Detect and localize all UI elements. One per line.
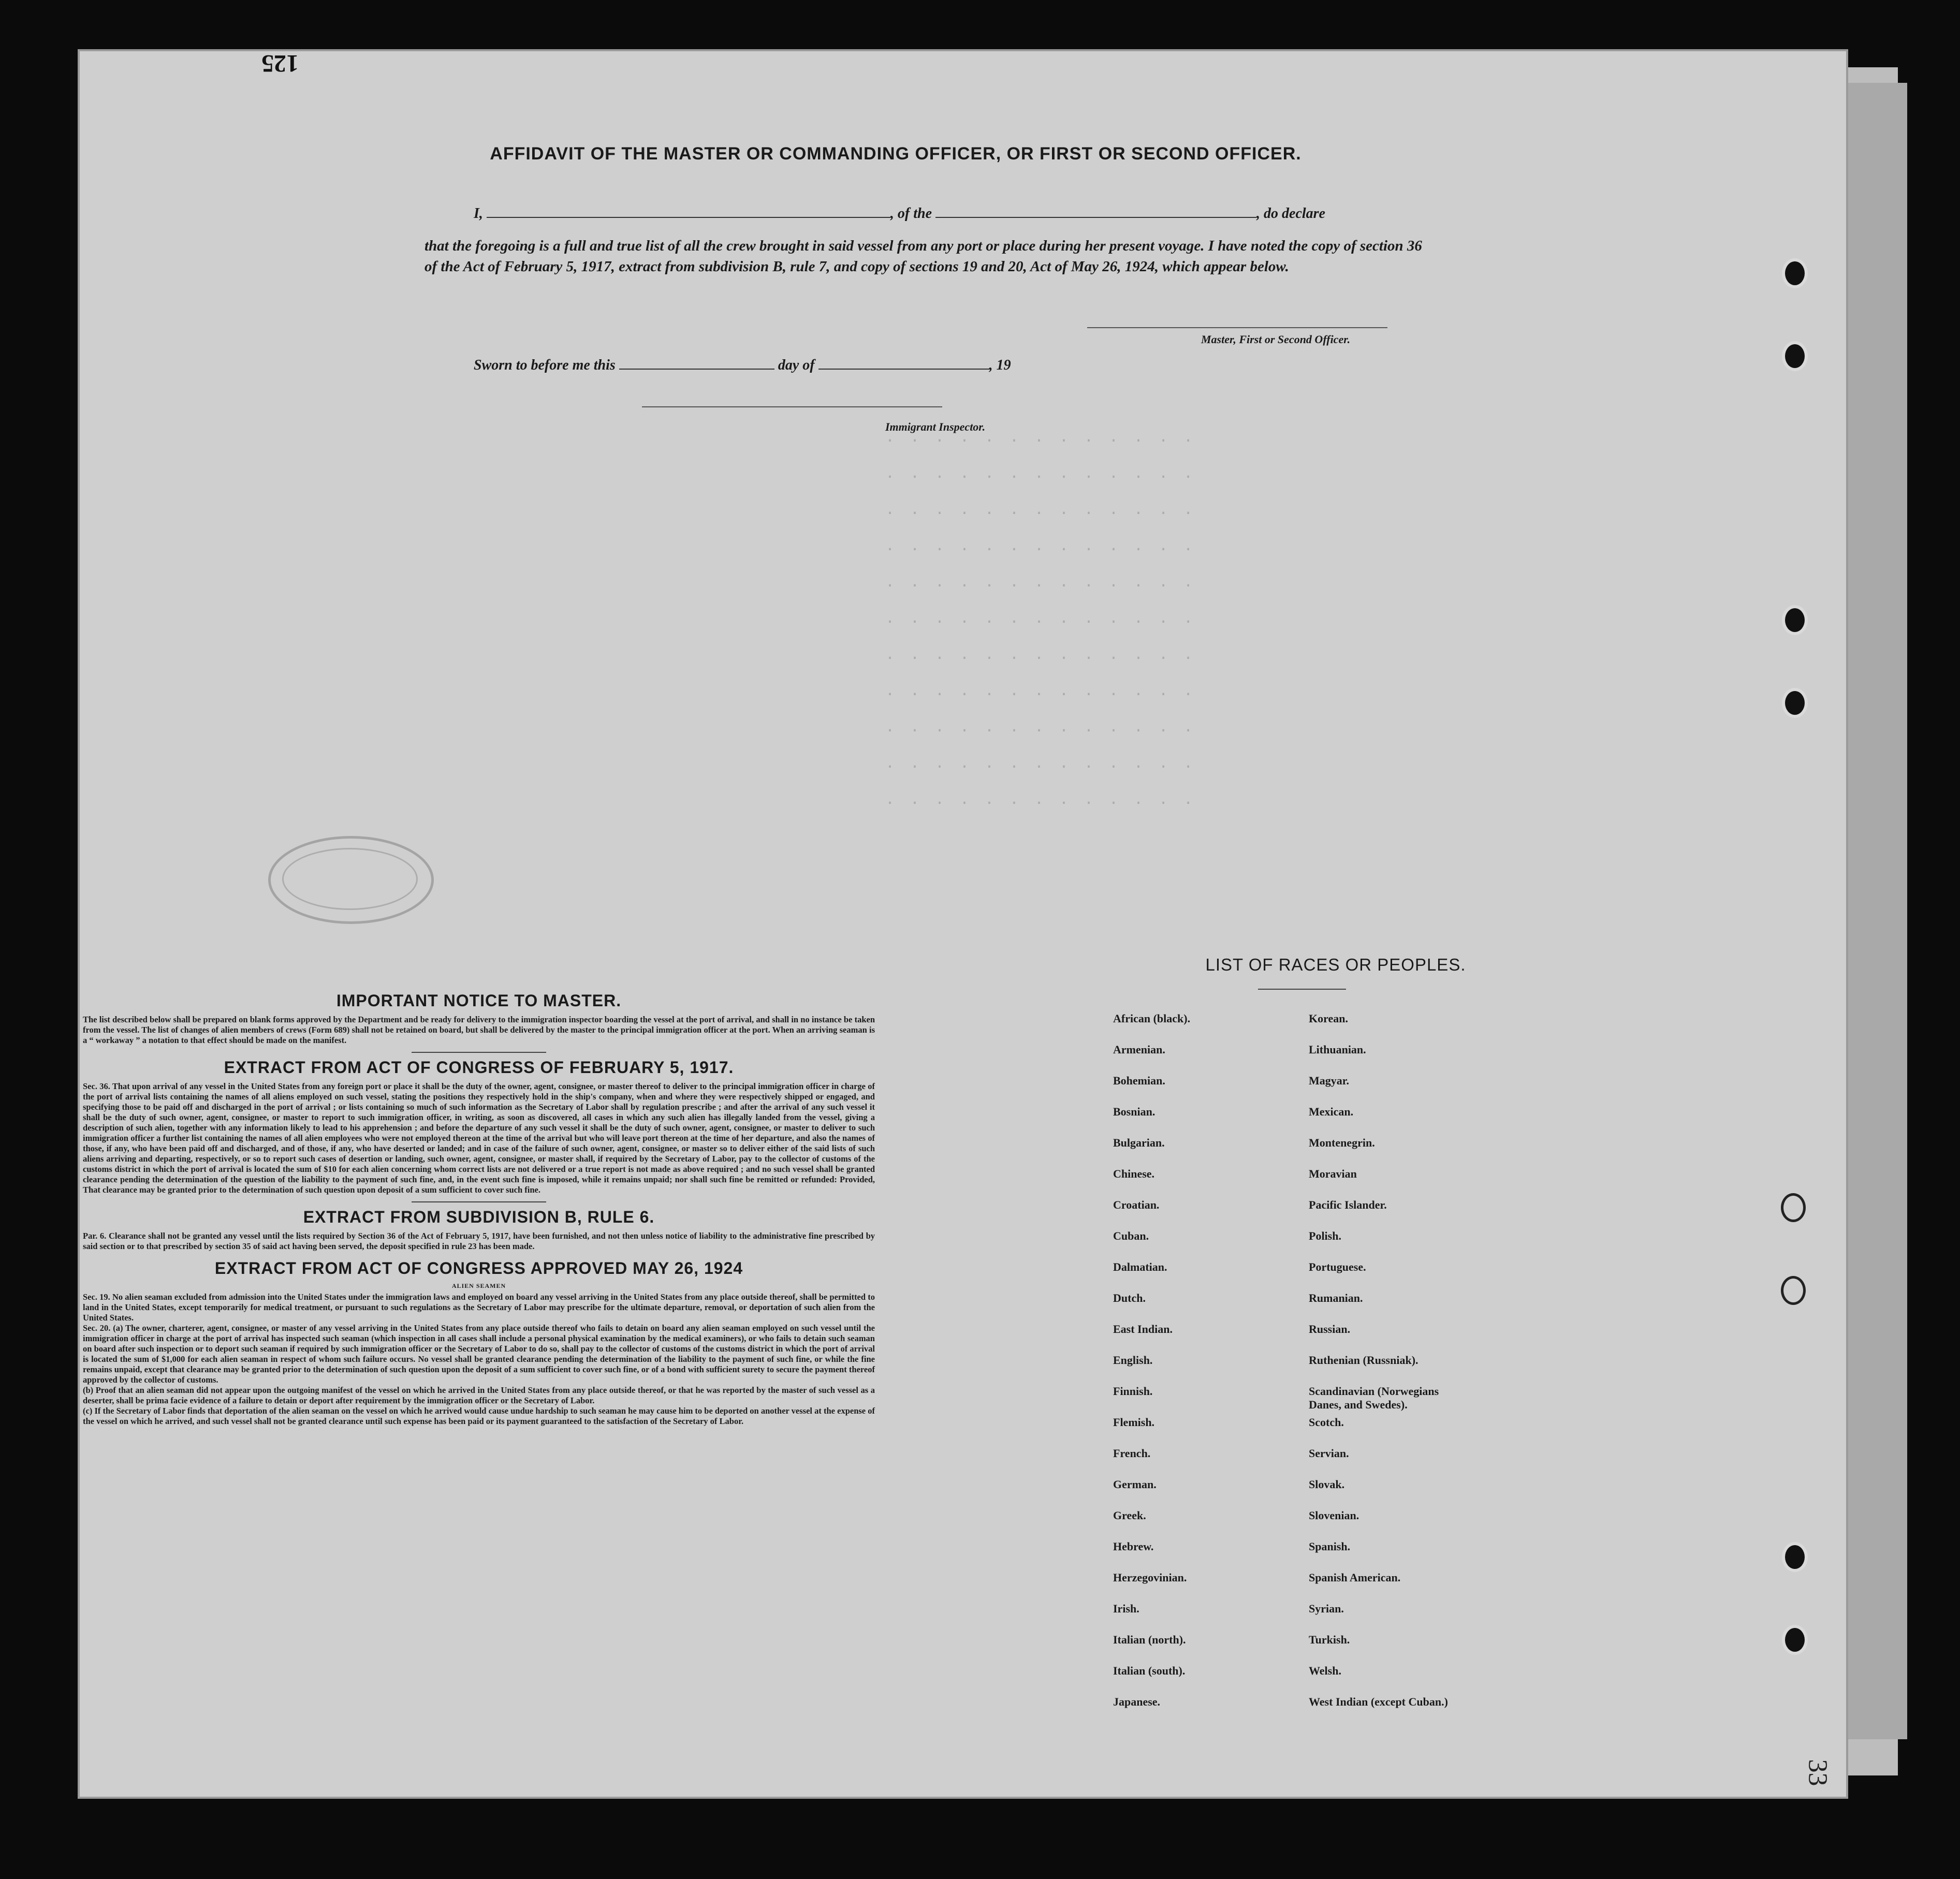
underlying-sheet-edge [1843,83,1907,1739]
sworn-month-blank[interactable] [818,356,989,370]
race-item: Croatian. [1113,1198,1160,1211]
divider [412,1201,546,1202]
page-number: 125 [261,50,299,77]
master-label: Master, First or Second Officer. [1201,333,1351,346]
race-item: Cuban. [1113,1229,1149,1242]
race-item: Bosnian. [1113,1105,1155,1118]
name-blank[interactable] [487,204,890,218]
race-item: West Indian (except Cuban.) [1309,1695,1448,1708]
bleed-through-row: · · · · · · · · · · · · · [885,613,1196,631]
race-item: Portuguese. [1309,1260,1366,1273]
divider [412,1052,546,1053]
bleed-through-row: · · · · · · · · · · · · · [885,505,1196,522]
notice-heading: IMPORTANT NOTICE TO MASTER. [336,991,622,1010]
bleed-through-row: · · · · · · · · · · · · · [885,577,1196,595]
inspector-label: Immigrant Inspector. [885,420,986,433]
race-item: Italian (south). [1113,1664,1186,1677]
vessel-blank[interactable] [935,204,1256,218]
race-item: Magyar. [1309,1074,1350,1087]
punch-hole [1785,608,1805,632]
race-item: English. [1113,1354,1153,1367]
affidavit-line-i [474,204,1325,222]
race-item: Dutch. [1113,1291,1146,1304]
race-item: Herzegovinian. [1113,1571,1187,1584]
races-title: LIST OF RACES OR PEOPLES. [1205,955,1466,974]
race-item: Dalmatian. [1113,1260,1167,1273]
race-item: Flemish. [1113,1416,1155,1429]
office-stamp [268,836,434,924]
bleed-through-row: · · · · · · · · · · · · · [885,468,1196,486]
race-item: Finnish. [1113,1385,1153,1398]
divider [1258,989,1346,990]
extract-1924-subheading: ALIEN SEAMEN [451,1282,506,1289]
affidavit-i: I, [474,205,483,222]
race-item: French. [1113,1447,1151,1460]
races-left-column [1113,1012,1330,1726]
punch-hole [1781,1193,1806,1222]
race-item: Greek. [1113,1509,1146,1522]
master-signature-line[interactable] [1087,327,1387,328]
affidavit-of-the: , of the [890,205,932,222]
rule6-heading: EXTRACT FROM SUBDIVISION B, RULE 6. [303,1208,655,1226]
affidavit-body: that the foregoing is a full and true list of all the crew brought in said vessel from any port or place during her present voyage. I have noted the copy of section 36 of the Act of February 5, 1917, extract from subdivision B, rule 7, and copy of sections 19 and 20, Act of May 26, 1924, which appear below. [425,238,1422,275]
race-item: Japanese. [1113,1695,1161,1708]
punch-hole [1785,1545,1805,1569]
sworn-year: , 19 [989,357,1011,373]
race-item: Hebrew. [1113,1540,1154,1553]
races-right-column [1309,1012,1526,1726]
race-item: Welsh. [1309,1664,1341,1677]
affidavit-declare: , do declare [1256,205,1325,222]
bleed-through-row: · · · · · · · · · · · · · [885,722,1196,740]
race-item: Mexican. [1309,1105,1354,1118]
race-item: Russian. [1309,1323,1351,1335]
notices-column [83,991,875,1427]
punch-hole [1785,1628,1805,1652]
race-item: Italian (north). [1113,1633,1186,1646]
sec20a-text: Sec. 20. (a) The owner, charterer, agent, consignee, or master of any vessel arriving in the United States from any place outside thereof who fails to detain on board any alien seaman employed on such vessel until the immigration officer in charge at the port of arrival has inspected such seaman (which inspection in all cases shall include a personal physical examination by the medical examiners), or who fails to detain such seaman on board after such inspection or to deport such seaman if required by such immigration officer or the Secretary of Labor to do so, shall pay to the collector of customs of the customs district in which the port of arrival is located the sum of $1,000 for each alien seaman in respect of whom such failure occurs. No vessel shall be granted clearance pending the determination of the liability to the payment of such fine, or while the fine remains unpaid, except that clearance may be granted prior to the determination of such question upon the deposit of a sum sufficient to cover such fine, or of a bond with sufficient surety to secure the payment thereof approved by the collector of customs. [83,1323,875,1385]
race-item: Spanish American. [1309,1571,1401,1584]
race-item: Irish. [1113,1602,1139,1615]
race-item: Slovenian. [1309,1509,1359,1522]
race-item: Slovak. [1309,1478,1345,1491]
sworn-prefix: Sworn to before me this [474,357,616,373]
sworn-day-blank[interactable] [619,356,774,370]
bleed-through-row: · · · · · · · · · · · · · [885,650,1196,667]
sec20b-text: (b) Proof that an alien seaman did not appear upon the outgoing manifest of the vessel on which he arrived in the United States from any place outside thereof, or that he was reported by the master of such vessel as a deserter, shall be prima facie evidence of a failure to detain or deport after requirement by the immigration officer or the Secretary of Labor. [83,1385,875,1405]
race-item: Spanish. [1309,1540,1351,1553]
notice-text: The list described below shall be prepared on blank forms approved by the Department and be ready for delivery to the immigration inspector boarding the vessel at the port of arrival, and shall in no instance be taken from the vessel. The list of changes of alien members of crews (Form 689) shall not be retained on board, but shall be delivered by the master to the principal immigration officer at the port. When an arriving seaman is a “ workaway ” a notation to that effect should be made on the manifest. [83,1015,875,1045]
bleed-through-row: · · · · · · · · · · · · · [885,795,1196,812]
race-item: Ruthenian (Russniak). [1309,1354,1418,1367]
bleed-through-row: · · · · · · · · · · · · · [885,541,1196,559]
race-item: Polish. [1309,1229,1341,1242]
race-item: East Indian. [1113,1323,1173,1335]
affidavit-title: AFFIDAVIT OF THE MASTER OR COMMANDING OFFICER, OR FIRST OR SECOND OFFICER. [490,144,1301,164]
race-item: Scandinavian (Norwegians Danes, and Swedes). [1309,1385,1439,1411]
bleed-through-row: · · · · · · · · · · · · · [885,758,1196,776]
race-item: Moravian [1309,1167,1357,1180]
sworn-day-of: day of [778,357,815,373]
punch-hole [1781,1276,1806,1305]
race-item: Rumanian. [1309,1291,1363,1304]
extract-1917-heading: EXTRACT FROM ACT OF CONGRESS OF FEBRUARY 5, 1917. [224,1058,734,1077]
punch-hole [1785,344,1805,368]
sworn-line [474,356,1011,374]
inspector-signature-line[interactable] [642,406,942,407]
race-item: Lithuanian. [1309,1043,1366,1056]
rule6-text: Par. 6. Clearance shall not be granted any vessel until the lists required by Section 36 of the Act of February 5, 1917, have been furnished, and not then unless notice of liability to the administrative fine prescribed by said section or to that prescribed by section 35 of said act having been served, the deposit specified in rule 23 has been made. [83,1231,875,1251]
sec19-text: Sec. 19. No alien seaman excluded from admission into the United States under the immigration laws and employed on board any vessel arriving in the United States from any place outside thereof, shall be permitted to land in the United States, except temporarily for medical treatment, or pursuant to such regulations as the Secretary of Labor may prescribe for the ultimate departure, removal, or deportation of such alien from the United States. [83,1292,875,1323]
race-item: German. [1113,1478,1157,1491]
race-item: Turkish. [1309,1633,1350,1646]
race-item: Servian. [1309,1447,1349,1460]
bleed-through-row: · · · · · · · · · · · · · [885,686,1196,703]
race-item: Montenegrin. [1309,1136,1375,1149]
handwritten-margin-note: 33 [1803,1759,1833,1786]
punch-hole [1785,691,1805,715]
race-item: Armenian. [1113,1043,1165,1056]
bleed-through-row: · · · · · · · · · · · · · [885,432,1196,450]
sec20c-text: (c) If the Secretary of Labor finds that deportation of the alien seaman on the vessel on which he arrived would cause undue hardship to such seaman he may cause him to be deported on another vessel at the expense of the vessel on which he arrived, and such vessel shall not be granted clearance until such expense has been paid or its payment guaranteed to the satisfaction of the Secretary of Labor. [83,1406,875,1426]
race-item: Pacific Islander. [1309,1198,1387,1211]
race-item: African (black). [1113,1012,1191,1025]
extract-1924-heading: EXTRACT FROM ACT OF CONGRESS APPROVED MAY 26, 1924 [214,1259,743,1278]
race-item: Bulgarian. [1113,1136,1165,1149]
punch-hole [1785,261,1805,285]
race-item: Syrian. [1309,1602,1344,1615]
race-item: Korean. [1309,1012,1348,1025]
race-item: Bohemian. [1113,1074,1165,1087]
race-item: Chinese. [1113,1167,1155,1180]
manifest-page [78,49,1848,1799]
extract-1917-text: Sec. 36. That upon arrival of any vessel in the United States from any foreign port or place it shall be the duty of the owner, agent, consignee, or master thereof to deliver to the principal immigration officer in charge of the port of arrival lists containing the names of all aliens employed on such vessel, stating the positions they respectively hold in the ship's company, when and where they were respectively shipped or engaged, and specifying those to be paid off and discharged in the port of arrival ; or lists containing so much of such information as the Secretary of Labor shall by regulation prescribe ; and after the arrival of any such vessel it shall be the duty of such owner, agent, consignee, or master to report to such immigration officer, in writing, as soon as discovered, all cases in which any such alien has illegally landed from the vessel, giving a description of such alien, together with any information likely to lead to his apprehension ; and before the departure of any such vessel it shall be the duty of such owner, agent, consignee, or master to deliver to such immigration officer a further list containing the names of all alien employees who were not employed thereon at the time of the arrival but who will leave port thereon at the time of her departure, and also the names of those, if any, who have been paid off and discharged, and of those, if any, who have deserted or landed; and in case of the failure of such owner, agent, consignee, or master so to deliver either of the said lists of such aliens arriving and departing, respectively, or so to report such cases of desertion or landing, such owner, agent, consignee, or master shall, if required by the Secretary of Labor, pay to the collector of customs of the customs district in which the port of arrival is located the sum of $10 for each alien concerning whom correct lists are not delivered or a true report is not made as above required ; and no such vessel shall be granted clearance pending the determination of the question of the liability to the payment of such fine, and, in the event such fine is imposed, while it remains unpaid; nor shall such fine be remitted or refunded: Provided, That clearance may be granted prior to the determination of such question upon deposit of a sum sufficient to cover such fine. [83,1081,875,1195]
race-item: Scotch. [1309,1416,1344,1429]
